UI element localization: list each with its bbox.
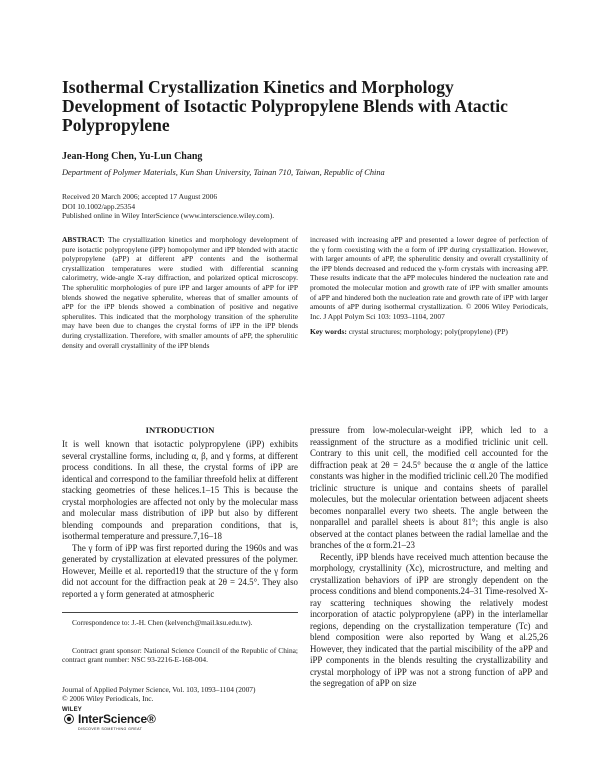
introduction-left-column: [62, 439, 298, 600]
received-date: Received 20 March 2006; accepted 17 August 2006: [62, 192, 218, 201]
footnote-divider: [62, 612, 298, 613]
article-history: [62, 192, 274, 221]
intro-paragraph-1: It is well known that isotactic polypropylene (iPP) exhibits several crystalline forms, including α, β, and γ forms, at different process conditions. In all these, the crystal forms of iPP are identical and correspond to the familiar threefold helix at different stacking geometries of these helices.1–15 This is because the crystal morphologies are affected not only by the molecular mass and molecular mass distribution of iPP but also by different blending compounds and preparation conditions, that is, isothermal temperature and pressure.7,16–18: [62, 439, 298, 541]
article-title: Isothermal Crystallization Kinetics and Morphology Development of Isotactic Polypropylene Blends with Atactic Polypropylene: [62, 77, 508, 135]
abstract-label: ABSTRACT:: [62, 235, 105, 244]
doi: DOI 10.1002/app.25354: [62, 201, 136, 211]
abstract-left-column: [62, 235, 298, 350]
abstract-text-left: The crystallization kinetics and morphology development of pure isotactic polypropylene (iPP) homopolymer and iPP blended with atactic polypropylene (aPP) at different aPP contents and the isothermal crystallization temperatures were studied with differential scanning calorimetry, wide-angle X-ray diffraction, and polarized optical microscopy. The spherulitic morphologies of pure iPP and larger amounts of aPP for iPP blends showed the negative spherulite, whereas that of smaller amounts of aPP for the iPP blends showed a combination of positive and negative spherulites. This indicated that the morphology transition of the spherulite may have been due to changes the crystal forms of iPP in the iPP blends during crystallization. Therefore, with smaller amounts of aPP, the spherulitic density and overall crystallinity of the iPP blends: [62, 235, 299, 350]
wiley-interscience-logo: [62, 707, 172, 737]
published-online: Published online in Wiley InterScience (www.interscience.wiley.com).: [62, 211, 275, 221]
abstract-right-column: [310, 235, 548, 321]
affiliation: Department of Polymer Materials, Kun Shan University, Tainan 710, Taiwan, Republic of China: [62, 168, 385, 177]
logo-interscience-text: InterScience®: [78, 712, 156, 726]
logo-wiley-text: WILEY: [62, 707, 82, 713]
intro-paragraph-4: Recently, iPP blends have received much attention because the morphology, crystallinity (Xc), microstructure, and melting and crystallization behaviors of iPP are strongly dependent on the process conditions and blend components.24–31 Time-resolved X-ray scattering techniques showing the relatively modest incorporation of atactic polypropylene (aPP) in the interlamellar regions, depending on the crystallization temperature (Tc) and blend composition were also reported by Wang et al.25,26 However, they indicated that the partial miscibility of the aPP and iPP components in the blends resulting the crystallizability and crystal morphology of iPP was not a strong function of aPP and the segregation of aPP on size: [310, 551, 548, 688]
author-list: Jean-Hong Chen, Yu-Lun Chang: [62, 151, 203, 162]
abstract-text-right: increased with increasing aPP and presented a lower degree of perfection of the γ form coexisting with the α form of iPP during crystallization. However, with larger amounts of aPP, the spherulitic density and overall crystallinity of the iPP blends decreased and reduced the γ-form crystals with increasing aPP. These results indicate that the aPP molecules hindered the nucleation rate and promoted the molecular motion and growth rate of iPP with smaller amounts of aPP and hindered both the nucleation rate and growth rate of iPP with larger amounts of aPP during isothermal crystallization. © 2006 Wiley Periodicals, Inc. J Appl Polym Sci 103: 1093–1104, 2007: [310, 235, 548, 321]
wiley-logo-icon: [64, 714, 74, 724]
intro-paragraph-2: The γ form of iPP was first reported during the 1960s and was generated by crystallization at elevated pressures of the polymer. However, Meille et al. reported19 that the structure of the γ form did not account for the diffraction peak at 2θ = 24.5°. They also reported a γ form generated at atmospheric: [62, 542, 298, 599]
intro-paragraph-3: pressure from low-molecular-weight iPP, which led to a reassignment of the structure as a modified triclinic unit cell. Contrary to this unit cell, the modified cell accounted for the diffraction peak at 2θ = 24.5° because the α angle of the lattice constants was higher in the modified triclinic cell.20 The modified triclinic structure is unique and contains sheets of parallel molecules, but the molecular orientation between adjacent sheets becomes nonparallel every two sheets. The angle between the nonparallel and parallel sheets is about 81°; this angle is also observed at the contact planes between the radial lamellae and the branches of the α form.21–23: [310, 425, 548, 550]
correspondence-footnote: Correspondence to: J.-H. Chen (kelvench@mail.ksu.edu.tw).: [72, 618, 253, 627]
journal-citation: [62, 685, 322, 703]
introduction-right-column: [310, 425, 548, 690]
logo-tagline: DISCOVER SOMETHING GREAT: [78, 727, 143, 731]
keywords: [310, 327, 548, 337]
keywords-label: Key words:: [310, 327, 347, 336]
section-heading-introduction: INTRODUCTION: [145, 425, 215, 435]
grant-footnote: Contract grant sponsor: National Science Council of the Republic of China; contract grant number: NSC 93-2216-E-168-004.: [62, 646, 298, 665]
journal-reference: Journal of Applied Polymer Science, Vol. 103, 1093–1104 (2007): [62, 685, 256, 694]
keywords-text: crystal structures; morphology; poly(propylene) (PP): [348, 327, 508, 336]
copyright-notice: © 2006 Wiley Periodicals, Inc.: [62, 694, 154, 704]
